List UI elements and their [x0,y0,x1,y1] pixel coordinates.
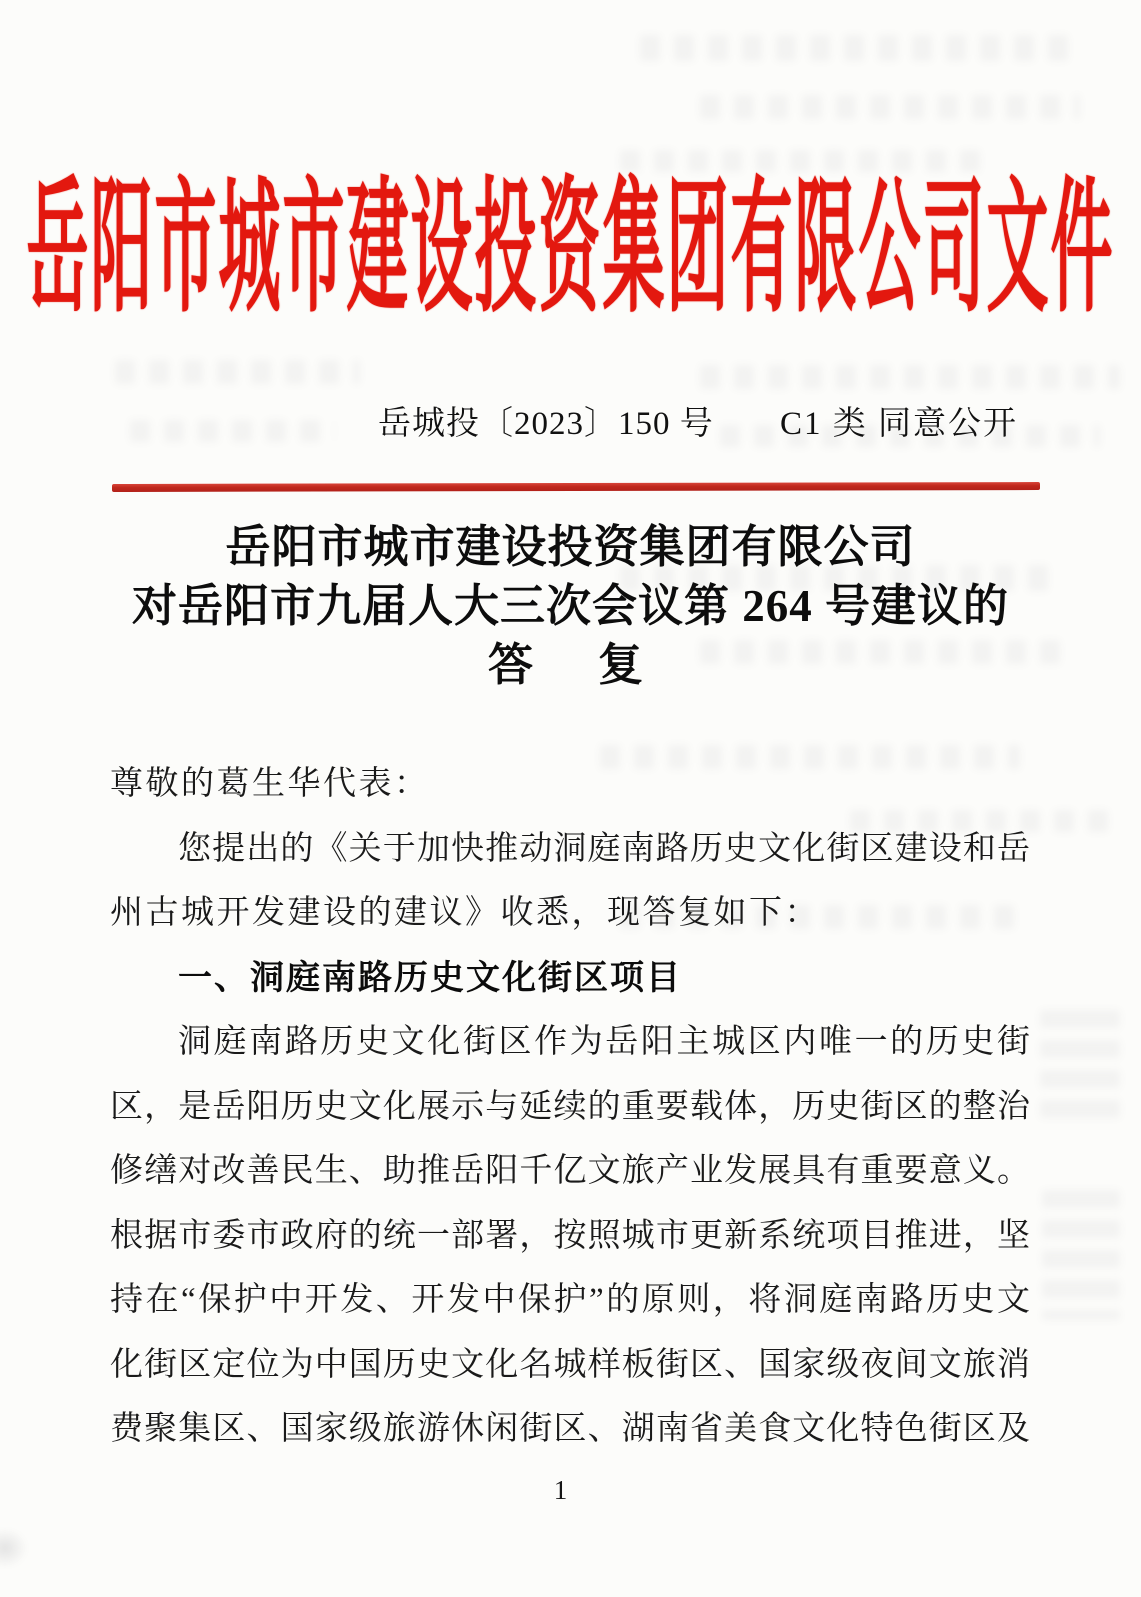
document-meta-row [0,402,1141,446]
body-line: 费聚集区、国家级旅游休闲街区、湖南省美食文化特色街区及 [110,1411,1030,1447]
body-line: 化街区定位为中国历史文化名城样板街区、国家级夜间文旅消 [110,1346,1030,1383]
document-title-line1: 岳阳市城市建设投资集团有限公司 [225,522,916,572]
document-title [0,518,1141,695]
body-line: 尊敬的葛生华代表： [110,766,430,802]
body-line: 持在“保护中开发、开发中保护”的原则，将洞庭南路历史文 [110,1282,1030,1318]
body-line: 您提出的《关于加快推动洞庭南路历史文化街区建设和岳 [178,830,1030,867]
bleedthrough-smudge [1042,1190,1120,1320]
section-heading: 一、洞庭南路历史文化街区项目 [178,958,682,997]
body-line: 区，是岳阳历史文化展示与延续的重要载体，历史街区的整治 [110,1088,1030,1125]
scan-corner-artifact [0,1528,28,1568]
page-number: 1 [553,1475,568,1505]
body-line: 修缮对改善民生、助推岳阳千亿文旅产业发展具有重要意义。 [110,1153,1030,1189]
body-line: 根据市委市政府的统一部署，按照城市更新系统项目推进，坚 [110,1217,1030,1254]
bleedthrough-smudge [620,150,980,172]
bleedthrough-smudge [640,35,1070,61]
bleedthrough-smudge [700,365,1120,389]
body-line: 州古城开发建设的建议》收悉，现答复如下： [110,895,820,931]
document-body [110,752,1030,1462]
red-separator-rule [112,482,1040,492]
document-title-line2: 对岳阳市九届人大三次会议第 264 号建议的 [131,581,1009,631]
document-title-line3: 答 复 [487,640,653,690]
bleedthrough-smudge [115,360,360,384]
letterhead-title: 岳阳市城市建设投资集团有限公司文件 [26,170,1115,331]
document-number: 岳城投〔2023〕150 号 [378,406,714,442]
bleedthrough-smudge [700,95,1080,119]
body-line: 洞庭南路历史文化街区作为岳阳主城区内唯一的历史街 [178,1024,1030,1060]
bleedthrough-smudge [1040,1010,1120,1130]
classification-label: C1 类 同意公开 [780,406,1019,442]
